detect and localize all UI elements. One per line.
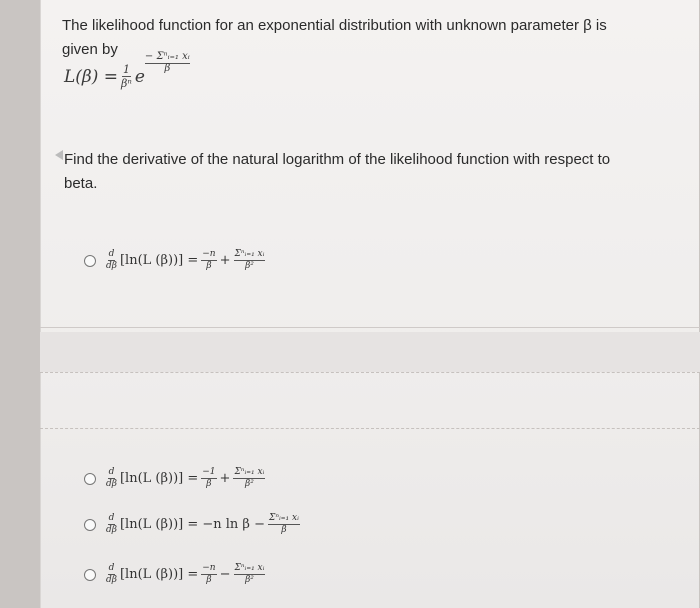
derivative-operator: $\frac{d}{d\beta}$ bbox=[106, 249, 117, 271]
pencil-icon bbox=[55, 150, 63, 160]
dashed-divider bbox=[40, 372, 700, 373]
option-expression: $\frac{d}{d\beta}$ [ln(L (β))] = $\frac{-n}{\beta}$ + $\frac{\text{Σⁿᵢ₌₁ xᵢ}}{\text{β²}}$ bbox=[106, 249, 265, 271]
likelihood-formula bbox=[64, 50, 190, 90]
derivative-operator: $\frac{d}{d\beta}$ bbox=[106, 513, 117, 535]
likelihood-lhs: L(β) = bbox=[64, 66, 119, 87]
radio-button[interactable] bbox=[84, 255, 96, 267]
answer-option-2[interactable] bbox=[84, 468, 265, 489]
question-prompt: Find the derivative of the natural logarithm of the likelihood function with respect to beta. bbox=[64, 151, 611, 192]
option-expression: $\frac{d}{d\beta}$ [ln(L (β))] = $\frac{-1}{\beta}$ + $\frac{\text{Σⁿᵢ₌₁ xᵢ}}{\text{β²}}$ bbox=[106, 467, 265, 489]
option-expression: $\frac{d}{d\beta}$ [ln(L (β))] = $\frac{-n}{\beta}$ − $\frac{\text{Σⁿᵢ₌₁ xᵢ}}{\text{β²}}$ bbox=[106, 563, 265, 585]
answer-option-3[interactable] bbox=[84, 514, 300, 535]
section-divider bbox=[40, 327, 700, 328]
radio-button[interactable] bbox=[84, 519, 96, 531]
derivative-operator: $\frac{d}{d\beta}$ bbox=[106, 563, 117, 585]
likelihood-exponent: − Σⁿᵢ₌₁ xᵢ β bbox=[144, 50, 190, 74]
answer-option-4[interactable] bbox=[84, 564, 265, 585]
derivative-operator: $\frac{d}{d\beta}$ bbox=[106, 467, 117, 489]
radio-button[interactable] bbox=[84, 569, 96, 581]
likelihood-base: e bbox=[134, 66, 145, 87]
answer-option-1[interactable] bbox=[84, 250, 265, 271]
section-band bbox=[40, 332, 700, 372]
question-intro: The likelihood function for an exponential distribution with unknown parameter β is given by bbox=[62, 17, 607, 58]
likelihood-coef: $\frac{1}{\text{βⁿ}}$ bbox=[121, 63, 132, 90]
option-expression: $\frac{d}{d\beta}$ [ln(L (β))] = −n ln β − $\frac{\text{Σⁿᵢ₌₁ xᵢ}}{\beta}$ bbox=[106, 513, 299, 535]
radio-button[interactable] bbox=[84, 473, 96, 485]
dashed-divider bbox=[40, 428, 700, 429]
